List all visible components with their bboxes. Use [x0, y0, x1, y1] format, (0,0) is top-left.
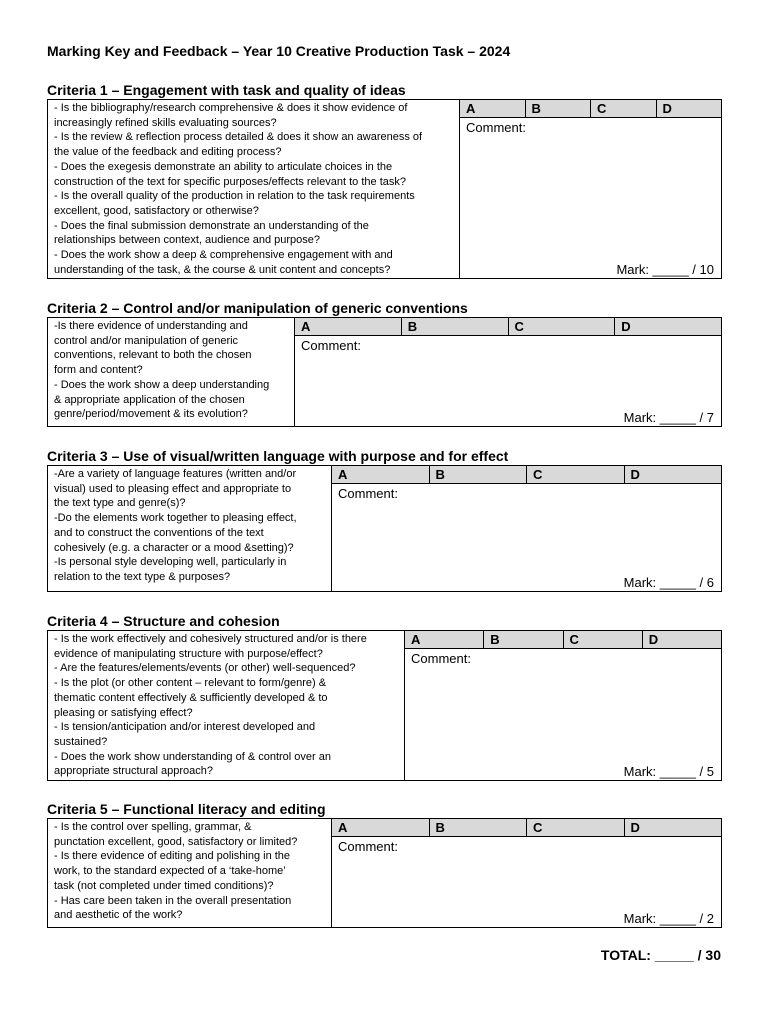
question-line: appropriate structural approach? [54, 765, 213, 778]
criteria-2-questions [48, 318, 295, 426]
criteria-2-grading-area [295, 318, 721, 426]
question-line: sustained? [54, 735, 108, 748]
question-line: relation to the text type & purposes? [54, 570, 231, 583]
grade-d-cell[interactable]: D [648, 632, 659, 647]
question-line: excellent, good, satisfactory or otherwise? [54, 204, 259, 217]
grade-b-cell[interactable]: B [430, 819, 528, 836]
criteria-2-section [47, 299, 722, 427]
grade-d-cell[interactable]: D [662, 101, 672, 116]
question-line: - Is tension/anticipation and/or interest developed and [54, 721, 316, 734]
question-line: - Does the exegesis demonstrate an ability to articulate choices in the [54, 160, 393, 173]
question-line: pleasing or satisfying effect? [54, 706, 193, 719]
mark-field[interactable]: Mark: _____ / 2 [623, 911, 714, 926]
question-line: - Is the review & reflection process detailed & does it show an awareness of [54, 131, 423, 144]
grade-a-cell[interactable]: A [460, 100, 526, 117]
criteria-5-grading-area [332, 819, 721, 927]
criteria-1-table [47, 99, 722, 279]
question-line: evidence of manipulating structure with purpose/effect? [54, 647, 323, 660]
criteria-3-questions [48, 466, 332, 591]
question-line: & appropriate application of the chosen [54, 393, 245, 406]
criteria-4-grading-area [405, 631, 721, 780]
grade-c-cell[interactable]: C [527, 819, 625, 836]
grade-a-cell[interactable]: A [332, 819, 430, 836]
question-line: cohesively (e.g. a character or a mood &setting)? [54, 541, 294, 554]
total-mark[interactable]: TOTAL: _____ / 30 [600, 947, 721, 963]
question-line: - Does the work show a deep understanding [54, 378, 270, 391]
question-line: -Is there evidence of understanding and [54, 320, 248, 332]
question-line: relationships between context, audience and purpose? [54, 234, 321, 247]
grade-d-cell[interactable]: D [630, 467, 640, 482]
question-line: and aesthetic of the work? [54, 909, 183, 922]
criteria-5-heading: Criteria 5 – Functional literacy and editing [47, 801, 326, 817]
grade-row [332, 819, 721, 837]
question-line: - Is the overall quality of the production in relation to the task requirements [54, 190, 415, 203]
criteria-3-section [47, 447, 722, 592]
grade-d-cell[interactable]: D [621, 319, 631, 334]
question-line: construction of the text for specific purposes/effects relevant to the task? [54, 175, 406, 188]
mark-field[interactable]: Mark: _____ / 5 [623, 764, 714, 779]
question-line: - Is the work effectively and cohesively structured and/or is there [54, 633, 367, 645]
criteria-5-section [47, 800, 722, 928]
grade-b-cell[interactable]: B [402, 318, 509, 335]
criteria-2-table [47, 317, 722, 427]
question-line: increasingly refined skills evaluating sources? [54, 116, 277, 129]
question-line: understanding of the task, & the course & unit content and concepts? [54, 263, 391, 276]
comment-field[interactable]: Comment: [338, 839, 398, 854]
question-line: task (not completed under timed conditions)? [54, 879, 274, 892]
question-line: -Are a variety of language features (written and/or [54, 468, 297, 480]
question-line: -Is personal style developing well, particularly in [54, 556, 287, 569]
question-line: - Does the work show understanding of & control over an [54, 750, 331, 763]
grade-c-cell[interactable]: C [527, 466, 625, 483]
question-line: visual) used to pleasing effect and appropriate to [54, 482, 292, 495]
comment-field[interactable]: Comment: [338, 486, 398, 501]
mark-field[interactable]: Mark: _____ / 6 [623, 575, 714, 590]
question-line: punctation excellent, good, satisfactory or limited? [54, 835, 298, 848]
criteria-3-grading-area [332, 466, 721, 591]
comment-field[interactable]: Comment: [411, 651, 471, 666]
question-line: - Is there evidence of editing and polishing in the [54, 850, 291, 863]
question-line: conventions, relevant to both the chosen [54, 349, 252, 362]
criteria-4-heading: Criteria 4 – Structure and cohesion [47, 613, 280, 629]
grade-row [295, 318, 721, 336]
criteria-4-table [47, 630, 722, 781]
criteria-4-section [47, 612, 722, 781]
question-line: thematic content effectively & sufficiently developed & to [54, 691, 328, 704]
criteria-4-questions [48, 631, 405, 780]
criteria-1-questions [48, 100, 460, 278]
comment-field[interactable]: Comment: [466, 120, 526, 135]
grade-d-cell[interactable]: D [630, 820, 640, 835]
grade-c-cell[interactable]: C [509, 318, 616, 335]
question-line: - Does the final submission demonstrate an understanding of the [54, 219, 369, 232]
criteria-1-heading: Criteria 1 – Engagement with task and quality of ideas [47, 82, 406, 98]
question-line: work, to the standard expected of a ‘take-home’ [54, 865, 286, 878]
criteria-5-table [47, 818, 722, 928]
mark-field[interactable]: Mark: _____ / 7 [623, 410, 714, 425]
comment-field[interactable]: Comment: [301, 338, 361, 353]
question-line: and to construct the conventions of the text [54, 526, 264, 539]
criteria-3-heading: Criteria 3 – Use of visual/written language with purpose and for effect [47, 448, 509, 464]
grade-b-cell[interactable]: B [526, 100, 592, 117]
grade-c-cell[interactable]: C [564, 631, 643, 648]
question-line: -Do the elements work together to pleasing effect, [54, 512, 297, 525]
mark-field[interactable]: Mark: _____ / 10 [616, 262, 714, 277]
grade-row [332, 466, 721, 484]
criteria-1-section [47, 81, 722, 279]
grade-row [405, 631, 721, 649]
grade-a-cell[interactable]: A [295, 318, 402, 335]
grade-a-cell[interactable]: A [405, 631, 484, 648]
question-line: - Is the bibliography/research comprehensive & does it show evidence of [54, 102, 408, 114]
question-line: - Does the work show a deep & comprehensive engagement with and [54, 249, 393, 262]
question-line: the text type and genre(s)? [54, 497, 186, 510]
grade-row [460, 100, 721, 118]
criteria-1-grading-area [460, 100, 721, 278]
document-title: Marking Key and Feedback – Year 10 Creative Production Task – 2024 [47, 43, 511, 59]
grade-a-cell[interactable]: A [332, 466, 430, 483]
question-line: the value of the feedback and editing process? [54, 146, 282, 159]
question-line: control and/or manipulation of generic [54, 334, 239, 347]
question-line: genre/period/movement & its evolution? [54, 408, 248, 421]
criteria-5-questions [48, 819, 332, 927]
question-line: - Are the features/elements/events (or other) well-sequenced? [54, 662, 356, 675]
grade-b-cell[interactable]: B [430, 466, 528, 483]
criteria-2-heading: Criteria 2 – Control and/or manipulation of generic conventions [47, 300, 468, 316]
question-line: form and content? [54, 364, 143, 377]
grade-b-cell[interactable]: B [484, 631, 563, 648]
question-line: - Has care been taken in the overall presentation [54, 894, 292, 907]
criteria-3-table [47, 465, 722, 592]
question-line: - Is the plot (or other content – relevant to form/genre) & [54, 677, 327, 690]
question-line: - Is the control over spelling, grammar, & [54, 821, 252, 833]
grade-c-cell[interactable]: C [591, 100, 657, 117]
